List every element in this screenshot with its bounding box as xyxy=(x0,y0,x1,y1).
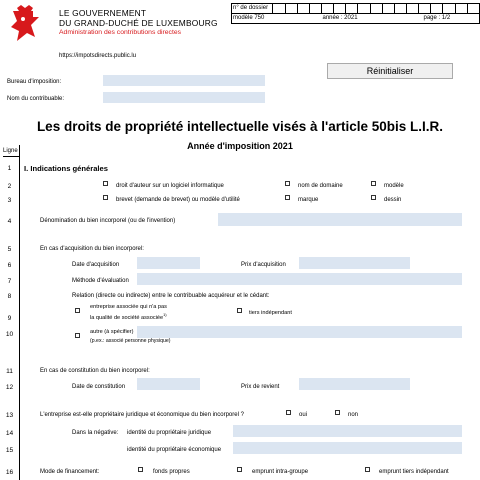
line-number: 9 xyxy=(7,315,12,322)
checkbox-tiers-independant[interactable] xyxy=(237,308,242,313)
label-nom-domaine: nom de domaine xyxy=(298,183,343,189)
acquisition-date-field[interactable] xyxy=(137,257,200,269)
dossier-digit[interactable] xyxy=(407,4,419,14)
label-modele: modèle xyxy=(384,183,404,189)
footnote-ref: 1) xyxy=(163,312,167,317)
label-emprunt-intra-groupe: emprunt intra-groupe xyxy=(252,469,309,475)
acquisition-heading: En cas d'acquisition du bien incorporel: xyxy=(40,246,144,252)
checkbox-fonds-propres[interactable] xyxy=(138,467,143,472)
relation-heading: Relation (directe ou indirecte) entre le contribuable acquéreur et le cédant: xyxy=(72,293,270,299)
checkbox-emprunt-tiers[interactable] xyxy=(365,467,370,472)
dossier-digit[interactable] xyxy=(382,4,394,14)
checkbox-marque[interactable] xyxy=(285,195,290,200)
line-number: 16 xyxy=(5,469,14,476)
checkbox-autre[interactable] xyxy=(75,333,80,338)
label-droit-auteur: droit d'auteur sur un logiciel informatique xyxy=(116,183,224,189)
model-label: modèle 750 xyxy=(233,15,265,21)
page-label: page : 1/2 xyxy=(423,15,451,21)
dossier-digit[interactable] xyxy=(273,4,285,14)
legal-owner-field[interactable] xyxy=(233,425,462,437)
website-url: https://impotsdirects.public.lu xyxy=(59,53,137,59)
dossier-info-row xyxy=(232,14,480,24)
dossier-digit[interactable] xyxy=(322,4,334,14)
denomination-label: Dénomination du bien incorporel (ou de l'invention) xyxy=(40,218,176,224)
acquisition-date-label: Date d'acquisition xyxy=(72,262,120,268)
line-number: 10 xyxy=(5,331,14,338)
gov-line-1: LE GOUVERNEMENT xyxy=(59,8,147,18)
acquisition-price-field[interactable] xyxy=(299,257,410,269)
line-number: 12 xyxy=(5,384,14,391)
negative-label: Dans la négative: xyxy=(72,430,119,436)
label-dessin: dessin xyxy=(384,197,402,203)
constitution-cost-label: Prix de revient xyxy=(241,384,280,390)
checkbox-non[interactable] xyxy=(335,410,340,415)
ownership-question: L'entreprise est-elle propriétaire juridique et économique du bien incorporel ? xyxy=(40,412,244,418)
dossier-digit[interactable] xyxy=(455,4,467,14)
government-title xyxy=(59,8,229,37)
dossier-digit[interactable] xyxy=(443,4,455,14)
line-number: 2 xyxy=(7,183,12,190)
evaluation-method-field[interactable] xyxy=(137,273,462,285)
dossier-digit[interactable] xyxy=(346,4,358,14)
constitution-cost-field[interactable] xyxy=(299,378,410,390)
label-tiers-independant: tiers indépendant xyxy=(249,310,292,316)
checkbox-modele[interactable] xyxy=(371,181,376,186)
constitution-date-label: Date de constitution xyxy=(72,384,126,390)
admin-name: Administration des contributions directes xyxy=(59,29,182,36)
label-non: non xyxy=(348,412,359,418)
economic-owner-field[interactable] xyxy=(233,442,462,454)
line-number: 3 xyxy=(7,197,12,204)
page-subtitle: Année d'imposition 2021 xyxy=(187,141,293,151)
evaluation-method-label: Méthode d'évaluation xyxy=(72,278,129,284)
line-number: 13 xyxy=(5,412,14,419)
line-number: 11 xyxy=(6,368,13,375)
dossier-digit[interactable] xyxy=(370,4,382,14)
label-brevet: brevet (demande de brevet) ou modèle d'utilité xyxy=(116,197,240,203)
line-number: 4 xyxy=(7,218,12,225)
checkbox-entreprise-associee[interactable] xyxy=(75,308,80,313)
denomination-field[interactable] xyxy=(218,213,462,226)
year-label: année : 2021 xyxy=(322,15,358,21)
checkbox-droit-auteur[interactable] xyxy=(103,181,108,186)
dossier-table xyxy=(231,3,480,24)
autre-specify-field[interactable] xyxy=(137,326,462,338)
line-number: 1 xyxy=(7,165,12,172)
dossier-digit[interactable] xyxy=(394,4,406,14)
constitution-date-field[interactable] xyxy=(137,378,200,390)
coat-of-arms-icon xyxy=(3,3,47,47)
label-autre: autre (à spécifier) xyxy=(90,329,134,335)
name-field[interactable] xyxy=(103,92,265,103)
dossier-digit[interactable] xyxy=(334,4,346,14)
line-number: 7 xyxy=(7,278,12,285)
checkbox-dessin[interactable] xyxy=(371,195,376,200)
dossier-digit[interactable] xyxy=(297,4,309,14)
label-oui: oui xyxy=(299,412,308,418)
name-label: Nom du contribuable: xyxy=(7,96,65,102)
checkbox-oui[interactable] xyxy=(286,410,291,415)
dossier-digit[interactable] xyxy=(431,4,443,14)
section-heading: I. Indications générales xyxy=(24,164,108,173)
dossier-label: n° de dossier xyxy=(232,4,273,14)
line-number: 5 xyxy=(7,246,12,253)
checkbox-nom-domaine[interactable] xyxy=(285,181,290,186)
dossier-digit[interactable] xyxy=(419,4,431,14)
legal-owner-label: identité du propriétaire juridique xyxy=(127,430,212,436)
label-marque: marque xyxy=(298,197,319,203)
checkbox-brevet[interactable] xyxy=(103,195,108,200)
label-entreprise-associee xyxy=(90,303,167,322)
line-number: 8 xyxy=(7,293,12,300)
economic-owner-label: identité du propriétaire économique xyxy=(127,447,222,453)
label-fonds-propres: fonds propres xyxy=(153,469,190,475)
ligne-header: Ligne xyxy=(3,148,18,154)
dossier-digit[interactable] xyxy=(467,4,479,14)
bureau-field[interactable] xyxy=(103,75,265,86)
constitution-heading: En cas de constitution du bien incorporel: xyxy=(40,368,150,374)
label-emprunt-tiers: emprunt tiers indépendant xyxy=(379,469,449,475)
line-number: 15 xyxy=(5,447,14,454)
entreprise-associee-line2 xyxy=(90,311,167,322)
dossier-digit[interactable] xyxy=(285,4,297,14)
ligne-underline xyxy=(3,156,19,157)
reset-button[interactable]: Réinitialiser xyxy=(327,63,453,79)
line-number: 14 xyxy=(5,430,14,437)
financing-label: Mode de financement: xyxy=(40,469,100,475)
line-number: 6 xyxy=(7,262,12,269)
page-title: Les droits de propriété intellectuelle visés à l'article 50bis L.I.R. xyxy=(36,119,444,134)
entreprise-associee-line1: entreprise associée qui n'a pas xyxy=(90,304,167,310)
ligne-divider xyxy=(19,145,20,480)
dossier-digit[interactable] xyxy=(358,4,370,14)
label-autre-note: (p.ex.: associé personne physique) xyxy=(90,338,171,344)
bureau-label: Bureau d'imposition: xyxy=(7,79,62,85)
gov-line-2: DU GRAND-DUCHÉ DE LUXEMBOURG xyxy=(59,18,218,28)
acquisition-price-label: Prix d'acquisition xyxy=(241,262,286,268)
checkbox-emprunt-intra-groupe[interactable] xyxy=(237,467,242,472)
entreprise-associee-text: la qualité de société associée xyxy=(90,314,164,321)
dossier-digit[interactable] xyxy=(309,4,321,14)
